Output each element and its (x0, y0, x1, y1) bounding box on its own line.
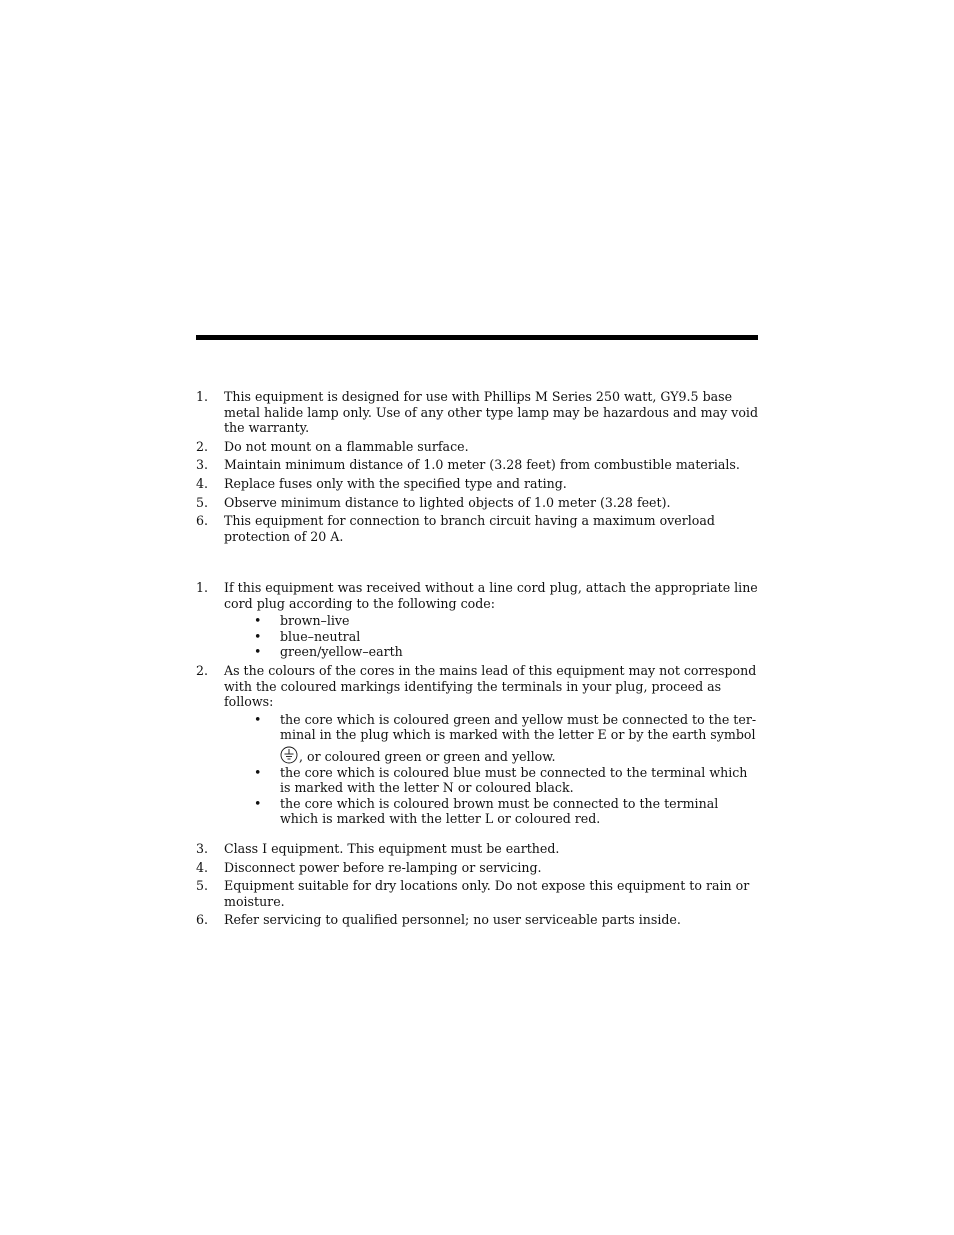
bullet-text: the core which is coloured brown must be connected to the terminal which is marked with the letter L or coloured red. (280, 795, 719, 827)
item-number: 2. (196, 438, 209, 454)
list-item (196, 841, 758, 857)
list-item (196, 860, 758, 876)
bullet-item (224, 629, 758, 645)
item-text: Class I equipment. This equipment must be earthed. (224, 840, 560, 856)
bullet-item (224, 765, 758, 796)
bullet-text: brown–live (280, 613, 350, 629)
safety-list-2 (196, 580, 758, 931)
bullet-glyph: • (254, 628, 262, 644)
item-number: 1. (196, 580, 209, 595)
item-text: This equipment for connection to branch circuit having a maximum overload protection of 20 A. (224, 513, 715, 544)
item-number: 4. (196, 475, 209, 491)
item-text: Do not mount on a flammable surface. (224, 438, 469, 454)
bullet-glyph: • (254, 711, 262, 727)
item-number: 5. (196, 494, 209, 510)
list-item (196, 912, 758, 928)
item-number: 6. (196, 513, 209, 529)
safety-list-1 (196, 389, 758, 547)
wire-code-list (224, 613, 758, 660)
list-item (196, 457, 758, 473)
bullet-glyph: • (254, 764, 262, 780)
item-number: 1. (196, 389, 209, 404)
bullet-glyph: • (254, 613, 262, 629)
core-instructions-list (224, 712, 758, 827)
item-text: Disconnect power before re-lamping or servicing. (224, 859, 542, 875)
item-text: Refer servicing to qualified personnel; no user serviceable parts inside. (224, 912, 681, 928)
item-number: 2. (196, 662, 209, 678)
item-text: Maintain minimum distance of 1.0 meter (3.28 feet) from combustible materials. (224, 457, 740, 473)
bullet-item (224, 613, 758, 629)
bullet-text: green/yellow–earth (280, 644, 403, 660)
list-item (196, 580, 758, 660)
bullet-item (224, 644, 758, 660)
bullet-text-line: minal in the plug which is marked with the letter E or by the earth symbol (280, 727, 756, 743)
list-item (196, 878, 758, 909)
item-text: If this equipment was received without a line cord plug, attach the appropriate line cord plug according to the following code: (224, 580, 758, 611)
item-text: Replace fuses only with the specified type and rating. (224, 475, 567, 491)
earth-symbol-icon (280, 746, 298, 764)
item-number: 4. (196, 859, 209, 875)
bullet-text: the core which is coloured blue must be connected to the terminal which is marked with the letter N or coloured black. (280, 764, 748, 796)
item-number: 3. (196, 457, 209, 473)
bullet-item (224, 712, 758, 765)
section-rule (196, 335, 758, 340)
item-number: 5. (196, 878, 209, 894)
item-text: As the colours of the cores in the mains lead of this equipment may not correspond with the coloured markings identifying the terminals in your plug, proceed as follows: (224, 662, 757, 710)
item-number: 6. (196, 912, 209, 928)
item-text: Observe minimum distance to lighted objects of 1.0 meter (3.28 feet). (224, 494, 671, 510)
bullet-item (224, 796, 758, 827)
item-number: 3. (196, 840, 209, 856)
bullet-text: , or coloured green or green and yellow. (299, 748, 556, 764)
bullet-text: blue–neutral (280, 628, 361, 644)
list-item (196, 495, 758, 511)
item-text: This equipment is designed for use with Phillips M Series 250 watt, GY9.5 base metal halide lamp only. Use of any other type lamp may be hazardous and may void the warranty. (224, 389, 759, 436)
bullet-glyph: • (254, 795, 262, 811)
bullet-text-line-with-symbol (280, 746, 758, 765)
list-item (196, 663, 758, 827)
item-text: Equipment suitable for dry locations only. Do not expose this equipment to rain or moisture. (224, 878, 750, 909)
bullet-text-line: the core which is coloured green and yellow must be connected to the ter- (280, 711, 757, 727)
list-item (196, 389, 758, 436)
list-item (196, 439, 758, 455)
bullet-glyph: • (254, 644, 262, 660)
list-item (196, 513, 758, 544)
list-item (196, 476, 758, 492)
